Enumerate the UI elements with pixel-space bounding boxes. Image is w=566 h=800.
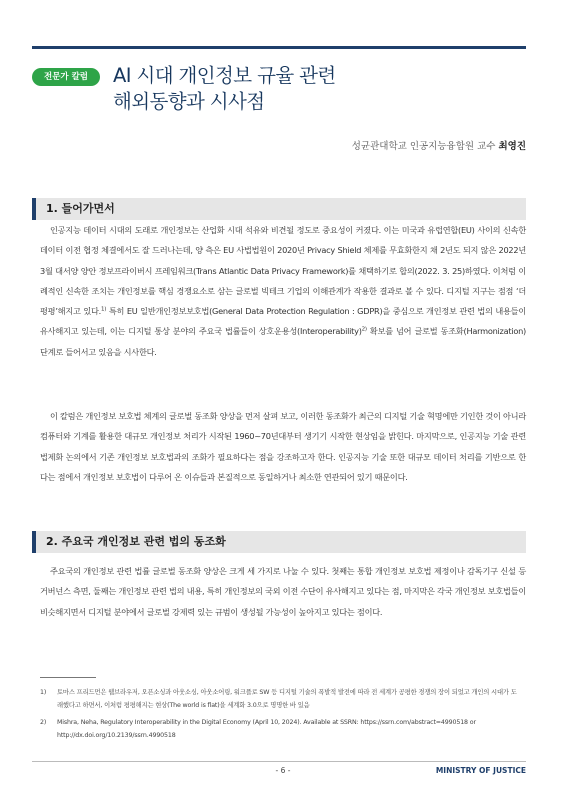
title-line-2: 해외동향과 시사점 [113, 90, 265, 113]
paragraph-text: 특히 EU 일반개인정보보호법(General Data Protection Regulation : GDPR)을 중심으로 개인정보 관련 법의 내용들이 유사해지고 있는데, 이는 디지털 통상 분야의 주요국 법률들이 상호운용성(Interoperability) [40, 306, 526, 337]
section-heading-text: 2. 주요국 개인정보 관련 법의 동조화 [46, 535, 226, 548]
footnote-2 [40, 716, 522, 742]
author-affiliation: 성균관대학교 인공지능융합원 교수 [351, 141, 496, 152]
column-badge: 전문가 칼럼 [32, 68, 100, 86]
footnote-number: 1) [40, 689, 47, 696]
section-heading-text: 1. 들어가면서 [46, 202, 115, 215]
header-rule [32, 46, 526, 49]
footnote-1 [40, 686, 522, 712]
title-line-1: AI 시대 개인정보 규율 관련 [113, 64, 336, 87]
paragraph-text: 확보를 넘어 글로벌 동조화(Harmonization) 단계로 들어서고 있음을 시사한다. [40, 326, 526, 357]
footer-rule [32, 761, 526, 762]
paragraph-harmonization: 주요국의 개인정보 관련 법률 글로벌 동조화 양상은 크게 세 가지로 나눌 수 있다. 첫째는 통합 개인정보 보호법 제정이나 감독기구 신설 등 거버넌스 측면, 둘째는 개인정보 관련 법의 내용, 특히 개인정보의 국외 이전 수단이 유사해지고 있다는 점, 마지막은 각국 개인정보 보호법들이 비슷해지면서 디지털 분야에서 글로벌 강제력 있는 규범이 생성될 가능성이 높아지고 있다는 점이다. [40, 566, 526, 617]
section-heading-intro [32, 198, 526, 220]
footnote-divider [40, 677, 96, 678]
author-name: 최영진 [498, 141, 526, 152]
paragraph-intro-2: 이 칼럼은 개인정보 보호법 체계의 글로벌 동조화 양상을 먼저 살펴 보고, 이러한 동조화가 최근의 디지털 기술 혁명에만 기인한 것이 아니라 컴퓨터와 기계를 활용한 대규모 개인정보 처리가 시작된 1960~70년대부터 생기기 시작한 현상임을 밝힌다. 마지막으로, 인공지능 기술 관련 법제화 논의에서 기존 개인정보 보호법과의 조화가 필요하다는 점을 강조하고자 한다. 인공지능 기술 또한 대규모 데이터 처리를 기반으로 한다는 점에서 개인정보 보호법이 다루어 온 이슈들과 본질적으로 동일하거나 최소한 연관되어 있기 때문이다. [40, 411, 526, 482]
page-number: - 6 - [275, 766, 291, 775]
paragraph-text: 인공지능 데이터 시대의 도래로 개인정보는 산업화 시대 석유와 비견될 정도로 중요성이 커졌다. 이는 미국과 유럽연합(EU) 사이의 신속한 데이터 이전 협정 체결에서도 잘 드러나는데, 양 측은 EU 사법법원이 2020년 Privacy Shield 체제를 무효화한지 채 2년도 되지 않은 2022년 3월 대서양 양안 정보프라이버시 프레임워크(Trans Atlantic Data Privacy Framework)를 채택하기로 합의(2022. 3. 25)하였다. 이처럼 이례적인 신속한 조치는 개인정보를 핵심 경쟁요소로 삼는 글로벌 빅테크 기업의 이해관계가 작용한 결과로 볼 수 있다. 디지털 지구는 점점 ‘더 평평’해지고 있다. [40, 225, 526, 317]
footnote-text: 토마스 프리드먼은 웹브라우저, 오픈소싱과 아웃소싱, 아웃소어링, 워크플로 SW 등 디지털 기술의 폭발적 발전에 따라 전 세계가 공평한 경쟁의 장이 되었고 개인의 시대가 도래했다고 하면서, 이처럼 평평해지는 현상(The world is flat)을 세계화 3.0으로 명명한 바 있음 [57, 689, 517, 709]
article-title [113, 63, 336, 115]
author-line [352, 138, 526, 152]
footnote-number: 2) [40, 719, 47, 726]
footnote-ref-1[interactable]: 1) [101, 306, 107, 313]
footnote-text: Mishra, Neha, Regulatory Interoperability in the Digital Economy (April 10, 2024). Available at SSRN: https://ssrn.com/abstract=4990518 or http://dx.doi.org/10.2139/ssrn.4990518 [57, 719, 476, 739]
paragraph-intro-1 [40, 220, 526, 362]
publisher-name: MINISTRY OF JUSTICE [435, 766, 526, 775]
section-heading-harmonization [32, 531, 526, 553]
footnote-ref-2[interactable]: 2) [361, 326, 367, 333]
